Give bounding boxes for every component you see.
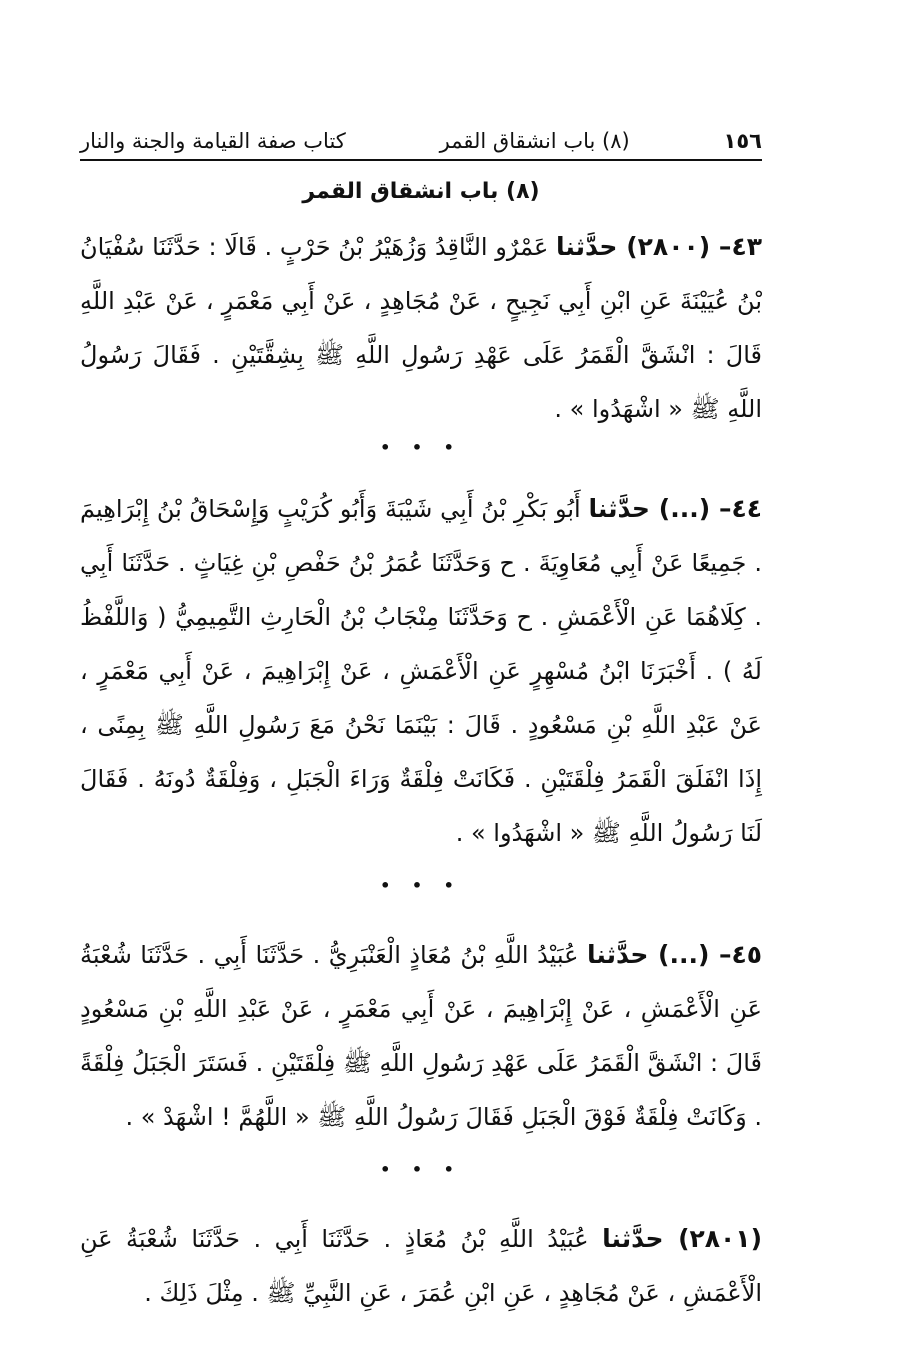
hadith-43 (80, 220, 762, 436)
hadith-text: عُبَيْدُ اللَّهِ بْنُ مُعَاذٍ . حَدَّثَنَا أَبِي . حَدَّثَنَا شُعْبَةُ عَنِ الْأَعْمَشِ ، عَنْ مُجَاهِدٍ ، عَنِ ابْنِ عُمَرَ ، عَنِ النَّبِيِّ ﷺ . مِثْلَ ذَلِكَ . (80, 1225, 762, 1308)
header-chapter-title: (٨) باب انشقاق القمر (439, 129, 630, 153)
separator-dots: • • • (380, 438, 462, 458)
page-number: ١٥٦ (723, 129, 762, 153)
section-title: (٨) باب انشقاق القمر (302, 179, 540, 205)
separator-dots: • • • (380, 1160, 462, 1180)
hadith-text: أَبُو بَكْرِ بْنُ أَبِي شَيْبَةَ وَأَبُو كُرَيْبٍ وَإِسْحَاقُ بْنُ إِبْرَاهِيمَ . جَمِيعًا عَنْ أَبِي مُعَاوِيَةَ . ح وَحَدَّثَنَا عُمَرُ بْنُ حَفْصِ بْنِ غِيَاثٍ . حَدَّثَنَا أَبِي . كِلَاهُمَا عَنِ الْأَعْمَشِ . ح وَحَدَّثَنَا مِنْجَابُ بْنُ الْحَارِثِ التَّمِيمِيُّ ( وَاللَّفْظُ لَهُ ) . أَخْبَرَنَا ابْنُ مُسْهِرٍ عَنِ الْأَعْمَشِ ، عَنْ إِبْرَاهِيمَ ، عَنْ أَبِي مَعْمَرٍ ، عَنْ عَبْدِ اللَّهِ بْنِ مَسْعُودٍ . قَالَ : بَيْنَمَا نَحْنُ مَعَ رَسُولِ اللَّهِ ﷺ بِمِنًى ، إِذَا انْفَلَقَ الْقَمَرُ فِلْقَتَيْنِ . فَكَانَتْ فِلْقَةٌ وَرَاءَ الْجَبَلِ ، وَفِلْقَةٌ دُونَهُ . فَقَالَ لَنَا رَسُولُ اللَّهِ ﷺ « اشْهَدُوا » . (80, 495, 762, 848)
book-page (80, 128, 762, 1320)
hadith-lead: ٤٥– (...) حدَّثنا (587, 940, 762, 970)
running-header (80, 128, 762, 161)
hadith-text: عَمْرٌو النَّاقِدُ وَزُهَيْرُ بْنُ حَرْبٍ . قَالَا : حَدَّثَنَا سُفْيَانُ بْنُ عُيَيْنَةَ عَنِ ابْنِ أَبِي نَجِيحٍ ، عَنْ مُجَاهِدٍ ، عَنْ أَبِي مَعْمَرٍ ، عَنْ عَبْدِ اللَّهِ قَالَ : انْشَقَّ الْقَمَرُ عَلَى عَهْدِ رَسُولِ اللَّهِ ﷺ بِشِقَّتَيْنِ . فَقَالَ رَسُولُ اللَّهِ ﷺ « اشْهَدُوا » . (80, 233, 762, 424)
header-book-title: كتاب صفة القيامة والجنة والنار (80, 129, 346, 153)
hadith-2801 (80, 1212, 762, 1320)
hadith-45 (80, 928, 762, 1144)
hadith-lead: ٤٣– (٢٨٠٠) حدَّثنا (556, 232, 762, 262)
hadith-lead: ٤٤– (...) حدَّثنا (588, 494, 762, 524)
hadith-lead: (٢٨٠١) حدَّثنا (602, 1224, 763, 1254)
hadith-44 (80, 482, 762, 860)
hadith-text: عُبَيْدُ اللَّهِ بْنُ مُعَاذٍ الْعَنْبَرِيُّ . حَدَّثَنَا أَبِي . حَدَّثَنَا شُعْبَةُ عَنِ الْأَعْمَشِ ، عَنْ إِبْرَاهِيمَ ، عَنْ أَبِي مَعْمَرٍ ، عَنْ عَبْدِ اللَّهِ بْنِ مَسْعُودٍ قَالَ : انْشَقَّ الْقَمَرُ عَلَى عَهْدِ رَسُولِ اللَّهِ ﷺ فِلْقَتَيْنِ . فَسَتَرَ الْجَبَلُ فِلْقَةً . وَكَانَتْ فِلْقَةٌ فَوْقَ الْجَبَلِ فَقَالَ رَسُولُ اللَّهِ ﷺ « اللَّهُمَّ ! اشْهَدْ » . (80, 941, 762, 1132)
separator-dots: • • • (380, 876, 462, 896)
